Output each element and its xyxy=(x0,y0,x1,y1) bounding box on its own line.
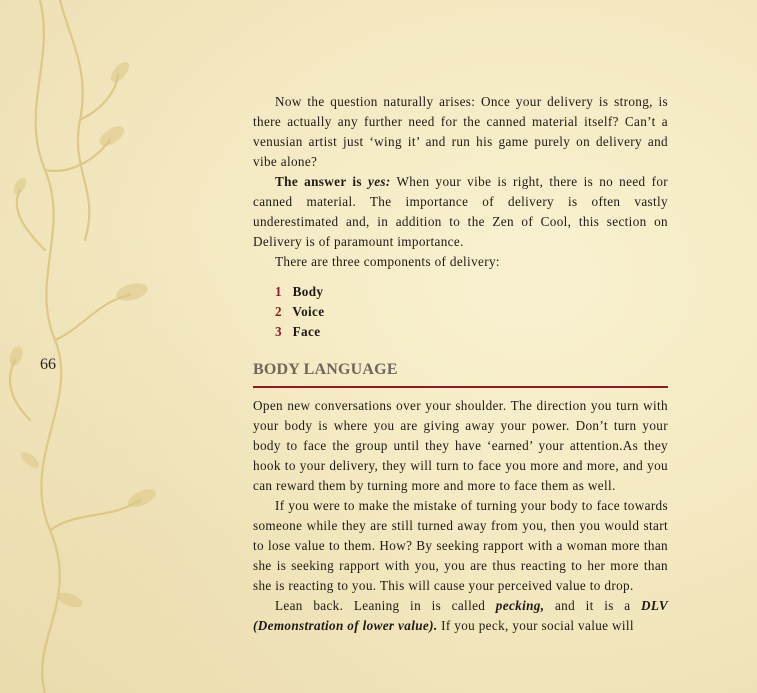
paragraph-answer xyxy=(253,172,668,252)
list-item-label: Face xyxy=(292,324,321,339)
decorative-vine-ornament xyxy=(0,0,200,693)
components-list xyxy=(275,282,668,342)
answer-text: When your vibe is right, there is no need for canned material. The importance of delivery is often vastly underestimated and, in addition to the Zen of Cool, this section on Delivery is of paramount importance. xyxy=(253,174,669,249)
paragraph-components-intro: There are three components of delivery: xyxy=(275,254,500,269)
section-heading-body-language: BODY LANGUAGE xyxy=(253,360,668,388)
list-item xyxy=(275,282,668,302)
list-item xyxy=(275,302,668,322)
list-item xyxy=(275,322,668,342)
paragraph-question: Now the question naturally arises: Once your delivery is strong, is there actually any further need for the canned material itself? Can’t a venusian artist just ‘wing it’ and run his game purely on delivery and vibe alone? xyxy=(253,94,668,169)
answer-lead: The answer is xyxy=(275,174,368,189)
paragraph-turning-body: If you were to make the mistake of turning your body to face towards someone while they are still turned away from you, then you would start to lose value to them. How? By seeking rapport with a woman more than she is seeking rapport with you, you are thus reacting to her more than she is reacting to you. This will cause your perceived value to drop. xyxy=(253,498,668,593)
paragraph-lean-back xyxy=(253,596,668,636)
page-number: 66 xyxy=(40,356,56,373)
answer-yes: yes: xyxy=(368,174,391,189)
dlv-term: DLV (Demonstration of lower value). xyxy=(253,598,668,633)
list-item-number: 2 xyxy=(275,304,282,319)
list-item-label: Body xyxy=(292,284,324,299)
text-column xyxy=(253,92,668,636)
lean-back-text-c: and it is a xyxy=(544,598,642,613)
list-item-number: 1 xyxy=(275,284,282,299)
lean-back-text-a: Lean back. Leaning in is called xyxy=(275,598,496,613)
paragraph-open-conversations: Open new conversations over your shoulder. The direction you turn with your body is where you are giving away your power. Don’t turn your body to face the group until they have ‘earned’ your attention.As they hook to your delivery, they will turn to face you more and more, and you can reward them by turning more and more to face them as well. xyxy=(253,398,668,493)
lean-back-text-e: If you peck, your social value will xyxy=(437,618,634,633)
pecking-term: pecking, xyxy=(495,598,545,613)
list-item-label: Voice xyxy=(292,304,325,319)
list-item-number: 3 xyxy=(275,324,282,339)
